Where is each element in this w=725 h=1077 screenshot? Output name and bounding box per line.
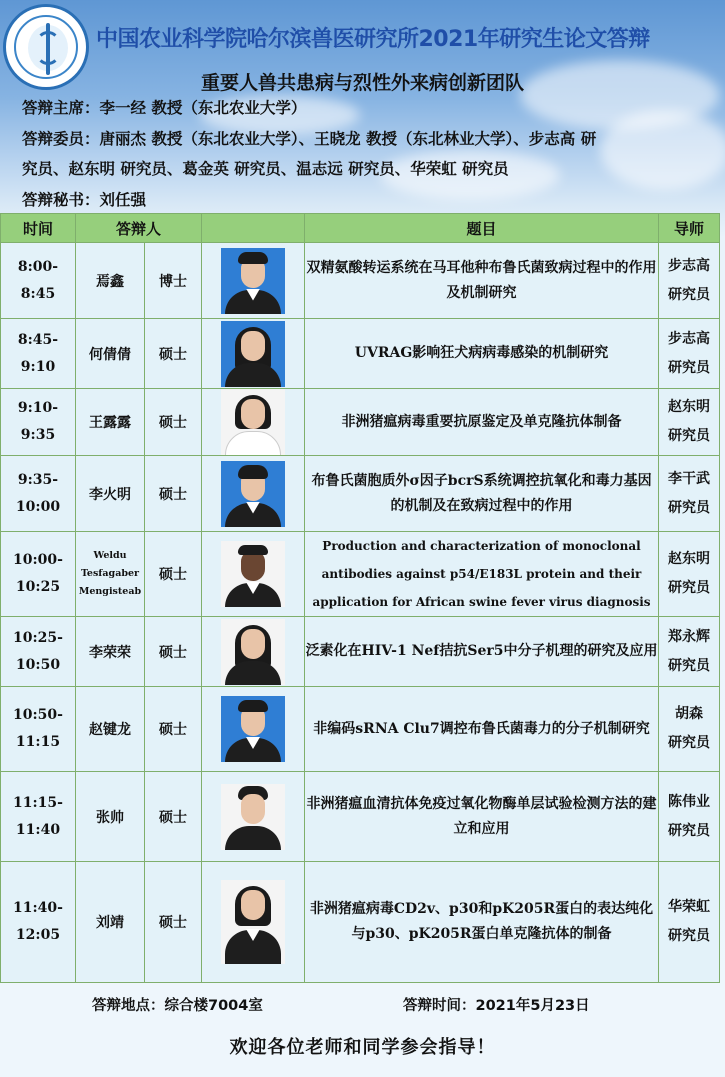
photo-cell [202,456,305,532]
col-header-presenter: 答辩人 [76,214,202,243]
advisor-cell: 步志高 研究员 [659,319,720,389]
photo-cell [202,532,305,617]
committee-label: 答辩委员： [22,130,100,148]
time-cell: 9:10- 9:35 [1,389,76,456]
poster-title: 中国农业科学院哈尔滨兽医研究所2021年研究生论文答辩 [96,27,650,52]
topic-cell: 泛素化在HIV-1 Nef拮抗Ser5中分子机理的研究及应用 [305,617,659,687]
table-row [1,389,720,456]
time-cell: 10:25- 10:50 [1,617,76,687]
presenter-name: 刘靖 [76,862,145,983]
presenter-photo [221,248,285,314]
presenter-photo [221,696,285,762]
advisor-cell: 胡森 研究员 [659,687,720,772]
degree-cell: 硕士 [145,617,202,687]
degree-cell: 硕士 [145,772,202,862]
degree-cell: 硕士 [145,319,202,389]
photo-cell [202,862,305,983]
table-row [1,243,720,319]
topic-cell: UVRAG影响狂犬病病毒感染的机制研究 [305,319,659,389]
chair-label: 答辩主席： [22,99,100,117]
time-cell: 10:50- 11:15 [1,687,76,772]
presenter-photo [221,541,285,607]
presenter-photo [221,321,285,387]
topic-cell: 非洲猪瘟病毒CD2v、p30和pK205R蛋白的表达纯化与p30、pK205R蛋白单克隆抗体的制备 [305,862,659,983]
secretary-value: 刘任强 [99,190,147,209]
topic-cell: 双精氨酸转运系统在马耳他种布鲁氏菌致病过程中的作用及机制研究 [305,243,659,319]
presenter-photo [221,880,285,964]
advisor-cell: 郑永辉 研究员 [659,617,720,687]
committee-value-1: 唐丽杰 教授（东北农业大学）、王晓龙 教授（东北林业大学）、步志高 研 [99,129,597,148]
advisor-cell: 陈伟业 研究员 [659,772,720,862]
topic-cell: 非编码sRNA Clu7调控布鲁氏菌毒力的分子机制研究 [305,687,659,772]
col-header-photo [202,214,305,243]
advisor-cell: 华荣虹 研究员 [659,862,720,983]
table-row [1,687,720,772]
chair-value: 李一经 教授（东北农业大学） [99,98,307,117]
topic-cell: 非洲猪瘟病毒重要抗原鉴定及单克隆抗体制备 [305,389,659,456]
presenter-photo [221,461,285,527]
table-row [1,862,720,983]
table-row [1,532,720,617]
defense-location: 答辩地点：综合楼7004室 [92,998,263,1014]
presenter-name: 赵键龙 [76,687,145,772]
col-header-topic: 题目 [305,214,659,243]
advisor-cell: 李干武 研究员 [659,456,720,532]
topic-cell: 布鲁氏菌胞质外σ因子bcrS系统调控抗氧化和毒力基因的机制及在致病过程中的作用 [305,456,659,532]
degree-cell: 硕士 [145,862,202,983]
photo-cell [202,617,305,687]
time-cell: 9:35- 10:00 [1,456,76,532]
team-name: 重要人兽共患病与烈性外来病创新团队 [200,72,524,94]
degree-cell: 硕士 [145,687,202,772]
committee-value-2: 究员、赵东明 研究员、葛金英 研究员、温志远 研究员、华荣虹 研究员 [22,159,509,178]
poster-header [0,0,725,212]
advisor-cell: 赵东明 研究员 [659,532,720,617]
presenter-photo [221,619,285,685]
presenter-name: Weldu Tesfagaber Mengisteab [76,532,145,617]
col-header-advisor: 导师 [659,214,720,243]
welcome-message: 欢迎各位老师和同学参会指导！ [229,1037,496,1058]
committee-line-2 [22,154,509,184]
secretary-line [22,185,146,215]
presenter-photo [221,784,285,850]
chair-line [22,93,306,123]
topic-cell: 非洲猪瘟血清抗体免疫过氧化物酶单层试验检测方法的建立和应用 [305,772,659,862]
presenter-name: 张帅 [76,772,145,862]
advisor-cell: 赵东明 研究员 [659,389,720,456]
photo-cell [202,319,305,389]
defense-datetime: 答辩时间：2021年5月23日 [403,998,590,1014]
secretary-label: 答辩秘书： [22,191,100,209]
table-row [1,772,720,862]
degree-cell: 硕士 [145,532,202,617]
defense-schedule-table [0,213,720,983]
photo-cell [202,687,305,772]
photo-cell [202,389,305,456]
table-row [1,617,720,687]
presenter-name: 何倩倩 [76,319,145,389]
degree-cell: 硕士 [145,389,202,456]
col-header-time: 时间 [1,214,76,243]
table-row [1,319,720,389]
photo-cell [202,243,305,319]
table-header-row [1,214,720,243]
degree-cell: 博士 [145,243,202,319]
degree-cell: 硕士 [145,456,202,532]
time-cell: 11:15- 11:40 [1,772,76,862]
photo-cell [202,772,305,862]
presenter-name: 焉鑫 [76,243,145,319]
time-cell: 8:45- 9:10 [1,319,76,389]
time-cell: 10:00- 10:25 [1,532,76,617]
presenter-name: 王露露 [76,389,145,456]
committee-line [22,124,596,154]
advisor-cell: 步志高 研究员 [659,243,720,319]
topic-cell: Production and characterization of monoclonal antibodies against p54/E183L protein and their application for African swine fever virus diagnosis [305,532,659,617]
presenter-name: 李荣荣 [76,617,145,687]
time-cell: 11:40- 12:05 [1,862,76,983]
presenter-name: 李火明 [76,456,145,532]
table-row [1,456,720,532]
time-cell: 8:00- 8:45 [1,243,76,319]
presenter-photo [221,389,285,455]
